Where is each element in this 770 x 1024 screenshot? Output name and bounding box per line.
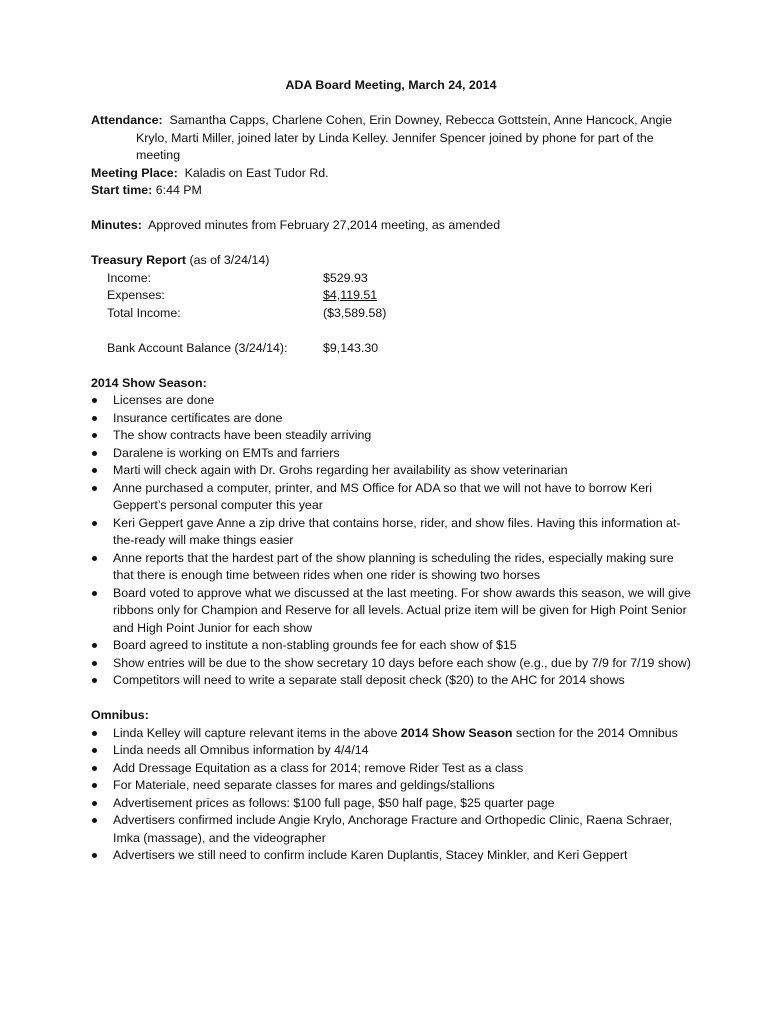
balance-value: $9,143.30 bbox=[323, 340, 379, 355]
bullet-icon bbox=[92, 398, 97, 403]
expenses-value: $4,119.51 bbox=[323, 288, 378, 302]
omnibus-list bbox=[91, 725, 691, 865]
total-income-value: ($3,589.58) bbox=[323, 305, 387, 320]
meeting-place-label: Meeting Place: bbox=[91, 165, 178, 180]
treasury-expenses-row bbox=[91, 287, 691, 305]
meeting-place-line bbox=[91, 165, 691, 183]
income-label: Income: bbox=[107, 270, 152, 285]
list-item: Add Dressage Equitation as a class for 2014; remove Rider Test as a class bbox=[91, 760, 691, 778]
bullet-icon bbox=[92, 783, 97, 788]
list-item: Linda Kelley will capture relevant items in the above 2014 Show Season section for the 2014 Omnibus bbox=[91, 725, 691, 743]
minutes-line bbox=[91, 217, 691, 235]
treasury-label: Treasury Report bbox=[91, 253, 187, 267]
bullet-icon bbox=[92, 468, 97, 473]
bullet-icon bbox=[92, 748, 97, 753]
list-item: The show contracts have been steadily arriving bbox=[91, 427, 691, 445]
total-income-label: Total Income: bbox=[107, 305, 181, 320]
start-time-text: 6:44 PM bbox=[155, 183, 202, 197]
expenses-label: Expenses: bbox=[107, 288, 165, 302]
bullet-icon bbox=[92, 818, 97, 823]
list-item: Insurance certificates are done bbox=[91, 410, 691, 428]
list-item: Advertisers we still need to confirm include Karen Duplantis, Stacey Minkler, and Keri Geppert bbox=[91, 847, 691, 865]
show-season-list bbox=[91, 392, 691, 690]
document-body bbox=[91, 77, 691, 865]
list-item: Board voted to approve what we discussed at the last meeting. For show awards this season, we will give ribbons only for Champion and Reserve for all levels. Actual prize item will be given for High Point Senior and High Point Junior for each show bbox=[91, 585, 691, 638]
bullet-icon bbox=[92, 521, 97, 526]
bullet-icon bbox=[92, 451, 97, 456]
bullet-icon bbox=[92, 801, 97, 806]
list-item: Board agreed to institute a non-stabling grounds fee for each show of $15 bbox=[91, 637, 691, 655]
bullet-icon bbox=[92, 486, 97, 491]
show-season-heading: 2014 Show Season: bbox=[91, 375, 207, 390]
minutes-text: Approved minutes from February 27,2014 meeting, as amended bbox=[148, 218, 501, 232]
income-value: $529.93 bbox=[323, 270, 368, 285]
list-item: Anne purchased a computer, printer, and MS Office for ADA so that we will not have to borrow Keri Geppert’s personal computer this year bbox=[91, 480, 691, 515]
attendance-label: Attendance: bbox=[91, 113, 163, 127]
list-item: Keri Geppert gave Anne a zip drive that contains horse, rider, and show files. Having this information at-the-ready will make things easier bbox=[91, 515, 691, 550]
treasury-balance-row bbox=[91, 340, 691, 358]
bullet-icon bbox=[92, 643, 97, 648]
list-item: Show entries will be due to the show secretary 10 days before each show (e.g., due by 7/9 for 7/19 show) bbox=[91, 655, 691, 673]
attendance-text: Samantha Capps, Charlene Cohen, Erin Downey, Rebecca Gottstein, Anne Hancock, Angie Krylo, Marti Miller, joined later by Linda Kelley. Jennifer Spencer joined by phone for part of the meeting bbox=[136, 113, 673, 162]
treasury-asof: (as of 3/24/14) bbox=[189, 253, 270, 267]
start-time-label: Start time: bbox=[91, 183, 153, 197]
balance-label: Bank Account Balance (3/24/14): bbox=[107, 340, 288, 355]
start-time-line bbox=[91, 182, 691, 200]
list-item: Advertisement prices as follows: $100 full page, $50 half page, $25 quarter page bbox=[91, 795, 691, 813]
list-item: Competitors will need to write a separate stall deposit check ($20) to the AHC for 2014 shows bbox=[91, 672, 691, 690]
bullet-icon bbox=[92, 731, 97, 736]
page-title: ADA Board Meeting, March 24, 2014 bbox=[285, 78, 497, 92]
list-item: Advertisers confirmed include Angie Krylo, Anchorage Fracture and Orthopedic Clinic, Raena Schraer, Imka (massage), and the videographer bbox=[91, 812, 691, 847]
treasury-heading bbox=[91, 252, 691, 270]
list-item: For Materiale, need separate classes for mares and geldings/stallions bbox=[91, 777, 691, 795]
list-item: Daralene is working on EMTs and farriers bbox=[91, 445, 691, 463]
bullet-icon bbox=[92, 678, 97, 683]
bullet-icon bbox=[92, 766, 97, 771]
bullet-icon bbox=[92, 591, 97, 596]
list-item: Marti will check again with Dr. Grohs regarding her availability as show veterinarian bbox=[91, 462, 691, 480]
bullet-icon bbox=[92, 433, 97, 438]
bullet-icon bbox=[92, 853, 97, 858]
bullet-icon bbox=[92, 416, 97, 421]
list-item: Linda needs all Omnibus information by 4/4/14 bbox=[91, 742, 691, 760]
attendance-line bbox=[91, 112, 691, 165]
bullet-icon bbox=[92, 661, 97, 666]
treasury-total-row bbox=[91, 305, 691, 323]
meeting-place-text: Kaladis on East Tudor Rd. bbox=[184, 165, 329, 180]
bullet-icon bbox=[92, 556, 97, 561]
omnibus-heading: Omnibus: bbox=[91, 708, 149, 722]
list-item: Anne reports that the hardest part of the show planning is scheduling the rides, especially making sure that there is enough time between rides when one rider is showing two horses bbox=[91, 550, 691, 585]
treasury-income-row bbox=[91, 270, 691, 288]
list-item: Licenses are done bbox=[91, 392, 691, 410]
minutes-label: Minutes: bbox=[91, 218, 142, 232]
